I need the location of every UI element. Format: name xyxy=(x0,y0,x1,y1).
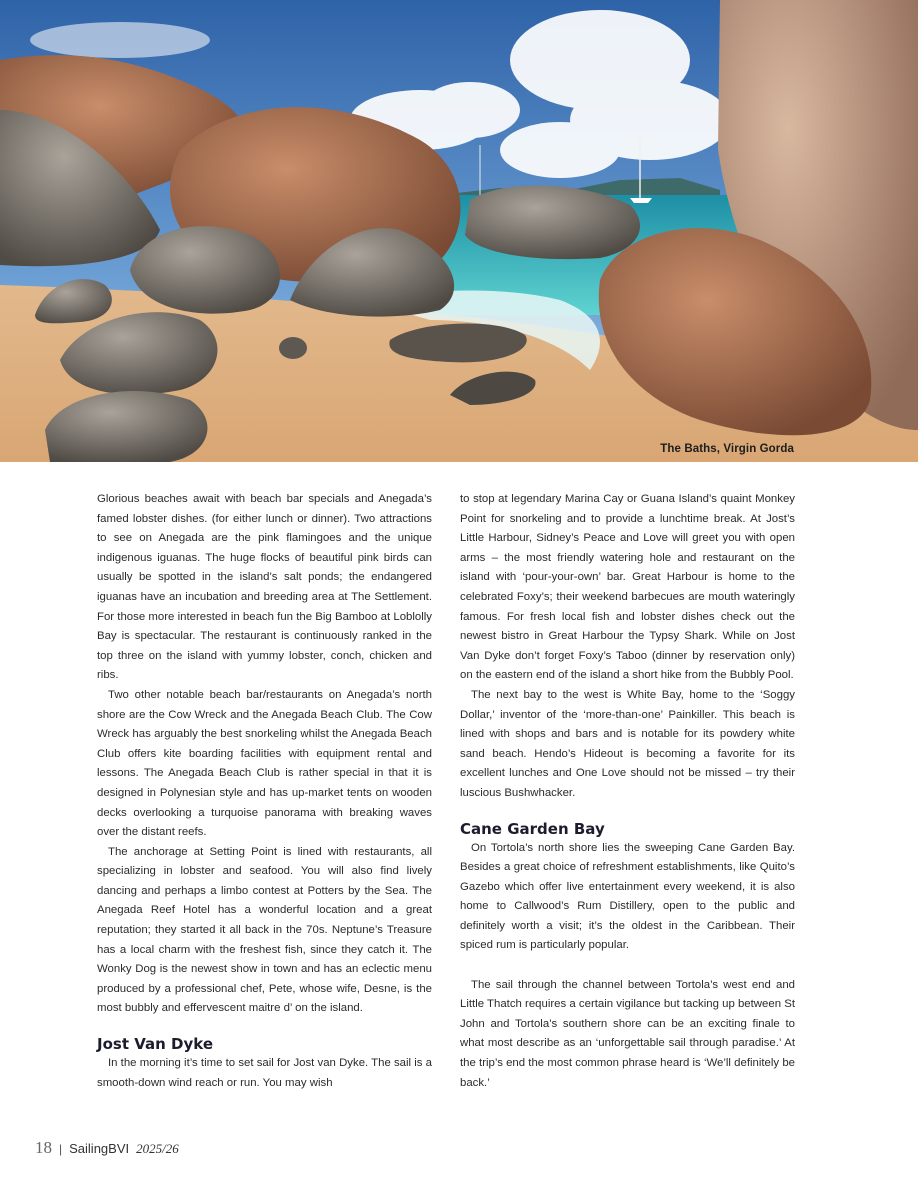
footer-separator: | xyxy=(59,1142,63,1156)
paragraph-white-bay: The next bay to the west is White Bay, home to the ‘Soggy Dollar,’ inventor of the ‘more-than-one’ Painkiller. This beach is lined with shops and bars and is notable for its powdery white sand beach. Hendo’s Hideout is becoming a favorite for its excellent lunches and One Love should not be missed – try their luscious Bushwhacker. xyxy=(460,688,795,799)
paragraph-spacer xyxy=(460,956,795,976)
photo-caption: The Baths, Virgin Gorda xyxy=(660,443,794,455)
article-column-right xyxy=(460,490,795,1093)
issue-year: 2025/26 xyxy=(136,1141,179,1156)
paragraph-anegada-intro: Glorious beaches await with beach bar specials and Anegada’s famed lobster dishes. (for either lunch or dinner). Two attractions to see on Anegada are the pink flamingoes and the unique indigenous iguanas. The huge flocks of beautiful pink birds can usually be spotted in the island’s salt ponds; the endangered iguanas have an incubation and breeding area at The Settlement. For those more interested in beach fun the Big Bamboo at Loblolly Bay is spectacular. The restaurant is continuously ranked in the top three on the island with yummy lobster, conch, chicken and ribs. xyxy=(97,493,432,682)
paragraph-sail-through-channel: The sail through the channel between Tortola’s west end and Little Thatch requires a certain vigilance but tacking up between St John and Tortola’s southern shore can be an exciting finale to what most describe as an ‘unforgettable sail through paradise.’ At the trip’s end the most common phrase heard is ‘We’ll definitely be back.’ xyxy=(460,978,795,1089)
article-column-left xyxy=(97,490,432,1093)
magazine-name: SailingBVI xyxy=(69,1141,130,1156)
paragraph-anegada-beach-bars: Two other notable beach bar/restaurants on Anegada’s north shore are the Cow Wreck and the Anegada Beach Club. The Cow Wreck has arguably the best snorkeling whilst the Anegada Beach Club offers kite boarding facilities with equipment rental and lessons. The Anegada Beach Club is rather special in that it is designed in Polynesian style and has up-market tents on wooden decks overlooking a turquoise panorama with breaking waves over the distant reefs. xyxy=(97,688,432,839)
page-footer xyxy=(35,1138,179,1158)
paragraph-jost-intro: In the morning it’s time to set sail for Jost van Dyke. The sail is a smooth-down wind reach or run. You may wish xyxy=(97,1057,432,1089)
page-number: 18 xyxy=(35,1138,52,1157)
heading-jost-van-dyke: Jost Van Dyke xyxy=(97,1035,213,1054)
hero-photo xyxy=(0,0,918,462)
paragraph-cane-garden-bay: On Tortola’s north shore lies the sweeping Cane Garden Bay. Besides a great choice of refreshment establishments, like Quito’s Gazebo which offer live entertainment every weekend, it is also home to Callwood’s Rum Distillery, open to the public and definitely worth a visit; it’s the oldest in the Caribbean. Their spiced rum is particularly popular. xyxy=(460,841,795,952)
beach-rocks-illustration xyxy=(0,0,918,462)
heading-cane-garden-bay: Cane Garden Bay xyxy=(460,819,605,838)
paragraph-jost-continued: to stop at legendary Marina Cay or Guana Island’s quaint Monkey Point for snorkeling and to provide a lunchtime break. At Jost’s Little Harbour, Sidney’s Peace and Love will greet you with open arms – the most friendly watering hole and restaurant on the island with ‘pour-your-own’ bar. Great Harbour is home to the celebrated Foxy’s; their weekend barbecues are mouth wateringly famous. For fresh local fish and lobster dishes check out the newest bistro in Great Harbour the Typsy Shark. While on Jost Van Dyke don’t forget Foxy’s Taboo (dinner by reservation only) on the eastern end of the island a short hike from the Bubbly Pool. xyxy=(460,493,795,682)
paragraph-setting-point: The anchorage at Setting Point is lined with restaurants, all specializing in lobster and seafood. You will also find lively dancing and perhaps a limbo contest at Potters by the Sea. The Anegada Reef Hotel has a wonderful location and a great reputation; they started it all back in the 70s. Neptune’s Treasure has a local charm with the freshest fish, since they catch it. The Wonky Dog is the newest show in town and has an eclectic menu produced by a professional chef, Pete, whose wife, Desne, is the most bubbly and effervescent maitre d’ on the island. xyxy=(97,845,432,1015)
